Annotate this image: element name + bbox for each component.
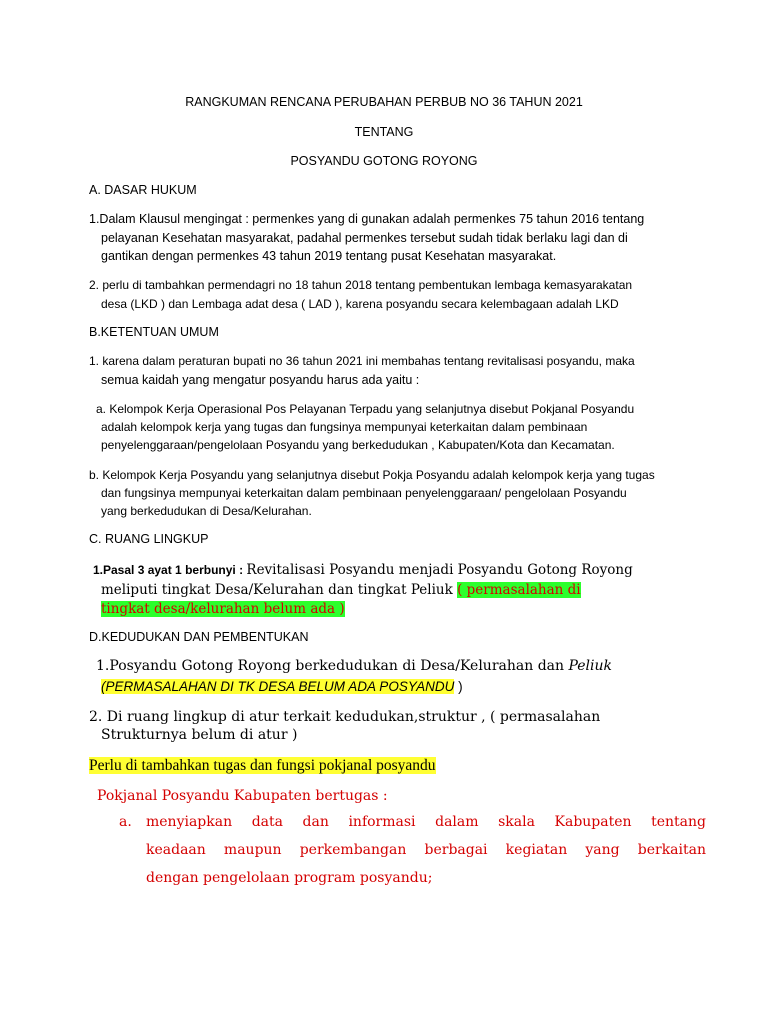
section-a-item1-line3: gantikan dengan permenkes 43 tahun 2019 tentang pusat Kesehatan masyarakat.: [101, 249, 557, 263]
title-line-2: TENTANG: [354, 125, 414, 139]
section-b-item1-line2: semua kaidah yang mengatur posyandu harus ada yaitu :: [101, 373, 420, 387]
section-c-note-part2: tingkat desa/kelurahan belum ada ): [101, 601, 345, 617]
section-d-item1-line2: [101, 678, 463, 696]
section-c-heading: C. RUANG LINGKUP: [89, 532, 209, 546]
section-d-item1-note: (PERMASALAHAN DI TK DESA BELUM ADA POSYANDU: [101, 679, 455, 694]
section-c-line2: meliputi tingkat Desa/Kelurahan dan tingkat Peliuk: [101, 582, 458, 598]
addition-item-a-line2: keadaan maupun perkembangan berbagai kegiatan yang berkaitan: [146, 842, 706, 858]
section-a-item1-line1: 1.Dalam Klausul mengingat : permenkes yang di gunakan adalah permenkes 75 tahun 2016 tentang: [89, 212, 645, 226]
section-d-item1-note-end: ): [454, 679, 463, 694]
title-line-1: RANGKUMAN RENCANA PERUBAHAN PERBUB NO 36 TAHUN 2021: [185, 95, 583, 109]
section-d-item2-line1: 2. Di ruang lingkup di atur terkait kedudukan,struktur , ( permasalahan: [89, 709, 601, 725]
section-b-item-a-line1: a. Kelompok Kerja Operasional Pos Pelayanan Terpadu yang selanjutnya disebut Pokjanal Posyandu: [96, 402, 635, 416]
section-c-line1: Revitalisasi Posyandu menjadi Posyandu Gotong Royong: [246, 562, 633, 578]
section-b-item-b-line3: yang berkedudukan di Desa/Kelurahan.: [101, 504, 312, 518]
addition-item-a-label: a.: [119, 814, 132, 830]
section-a-item2-line2: desa (LKD ) dan Lembaga adat desa ( LAD ), karena posyandu secara kelembagaan adalah LKD: [101, 297, 619, 311]
section-c-item1-line1: [93, 560, 633, 580]
section-b-heading: B.KETENTUAN UMUM: [89, 325, 219, 339]
section-b-item-b-line1: b. Kelompok Kerja Posyandu yang selanjutnya disebut Pokja Posyandu adalah kelompok kerja yang tugas: [89, 468, 655, 482]
section-b-item1-line1: 1. karena dalam peraturan bupati no 36 tahun 2021 ini membahas tentang revitalisasi posyandu, maka: [89, 354, 635, 368]
section-a-heading: A. DASAR HUKUM: [89, 183, 197, 197]
section-a-item1-line2: pelayanan Kesehatan masyarakat, padahal permenkes tersebut sudah tidak berlaku lagi dan di: [101, 231, 628, 245]
section-b-item-a-line3: penyelenggaraan/pengelolaan Posyandu yang berkedudukan , Kabupaten/Kota dan Kecamatan.: [101, 438, 615, 452]
title-line-3: POSYANDU GOTONG ROYONG: [290, 154, 478, 168]
section-d-item1-peliuk: Peliuk: [568, 658, 613, 674]
section-b-item-b-line2: dan fungsinya mempunyai keterkaitan dalam pembinaan penyelenggaraan/ pengelolaan Posyandu: [101, 486, 627, 500]
section-d-item1-main: 1.Posyandu Gotong Royong berkedudukan di Desa/Kelurahan dan: [96, 658, 569, 674]
section-d-item1-line1: [96, 656, 612, 676]
addition-heading-text: Perlu di tambahkan tugas dan fungsi pokjanal posyandu: [89, 757, 436, 774]
section-b-item-a-line2: adalah kelompok kerja yang tugas dan fungsinya mempunyai keterkaitan dalam pembinaan: [101, 420, 588, 434]
section-a-item2-line1: 2. perlu di tambahkan permendagri no 18 tahun 2018 tentang pembentukan lembaga kemasyarakatan: [89, 278, 633, 292]
addition-subheading: Pokjanal Posyandu Kabupaten bertugas :: [97, 788, 388, 804]
section-c-item1-line3: [101, 599, 345, 619]
section-c-pasal-prefix: 1.Pasal 3 ayat 1 berbunyi :: [93, 563, 247, 577]
addition-heading: [89, 756, 436, 776]
section-c-note-part1: ( permasalahan di: [457, 582, 581, 598]
section-c-item1-line2: [101, 580, 581, 600]
section-d-heading: D.KEDUDUKAN DAN PEMBENTUKAN: [89, 630, 309, 644]
addition-item-a-line1: menyiapkan data dan informasi dalam skala Kabupaten tentang: [146, 814, 706, 830]
addition-item-a-line3: dengan pengelolaan program posyandu;: [146, 870, 433, 886]
section-d-item2-line2: Strukturnya belum di atur ): [101, 727, 298, 743]
